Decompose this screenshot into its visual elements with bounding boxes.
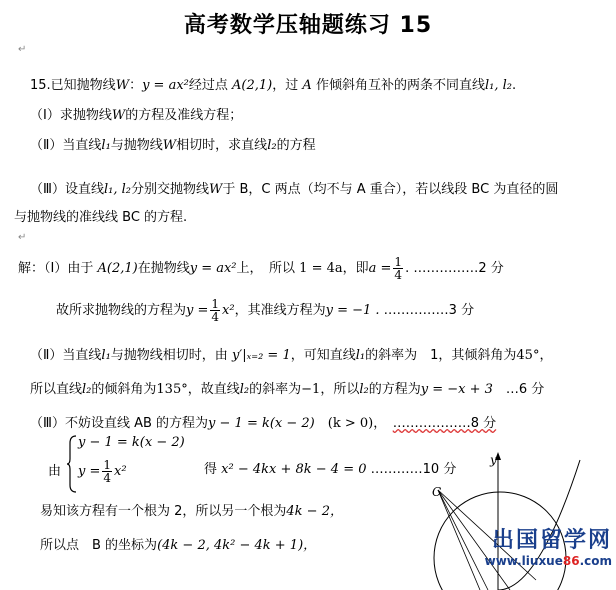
solution-step-3-point-b: 所以点 B 的坐标为(4k − 2, 4k² − 4k + 1)， bbox=[40, 538, 317, 553]
solution-step-1: 解：（Ⅰ）由于 A(2,1)在抛物线y = ax²上， 所以 1 = 4a，即a = $\frac{1}{4}$ . ……………2 分 bbox=[18, 255, 504, 282]
page-title: 高考数学压轴题练习 15 bbox=[183, 13, 433, 38]
solution-step-3-quadratic: 得 x² − 4kx + 8k − 4 = 0 …………10 分 bbox=[204, 462, 457, 477]
solution-step-3-by: 由 bbox=[48, 464, 62, 479]
chord-line bbox=[438, 490, 488, 590]
problem-stem: 15.已知抛物线W：y = ax²经过点 A(2,1)，过 A 作倾斜角互补的两条不同直线l₁, l₂. bbox=[30, 78, 517, 93]
solution-step-2: （Ⅱ）当直线l₁与抛物线相切时，由 y′|ₓ₌₂ = 1，可知直线l₁的斜率为 1，其倾斜角为45°， bbox=[30, 348, 553, 363]
problem-part-2: （Ⅱ）当直线l₁与抛物线W相切时，求直线l₂的方程 bbox=[30, 138, 316, 153]
watermark-title: 出国留学网 bbox=[491, 528, 612, 553]
problem-part-3-cont: 与抛物线的准线线 BC 的方程. bbox=[14, 210, 188, 225]
solution-step-2b: 所以直线l₂的倾斜角为135°，故直线l₂的斜率为−1，所以l₂的方程为y = −x + 3 …6 分 bbox=[30, 382, 545, 397]
solution-step-3-root: 易知该方程有一个根为 2，所以另一个根为4k − 2， bbox=[40, 504, 343, 519]
watermark-url: www.liuxue86.com bbox=[484, 554, 612, 568]
problem-part-3: （Ⅲ）设直线l₁, l₂分别交抛物线W于 B，C 两点（均不与 A 重合），若以线段 BC 为直径的圆 bbox=[30, 182, 559, 197]
y-axis-label: y bbox=[490, 453, 497, 467]
solution-step-1b: 故所求抛物线的方程为y = $\frac{1}{4}$ x²，其准线方程为y = −1 . ……………3 分 bbox=[56, 297, 475, 324]
return-mark: ↵ bbox=[18, 44, 27, 55]
problem-part-1: （Ⅰ）求抛物线W的方程及准线方程； bbox=[30, 108, 243, 123]
return-mark: ↵ bbox=[18, 232, 27, 243]
point-c-label: C bbox=[432, 485, 442, 499]
solution-step-3: （Ⅲ）不妨设直线 AB 的方程为y − 1 = k(x − 2) (k > 0)， ………………8 分 bbox=[30, 416, 497, 431]
site-watermark bbox=[485, 523, 612, 568]
brace-icon bbox=[66, 435, 78, 493]
